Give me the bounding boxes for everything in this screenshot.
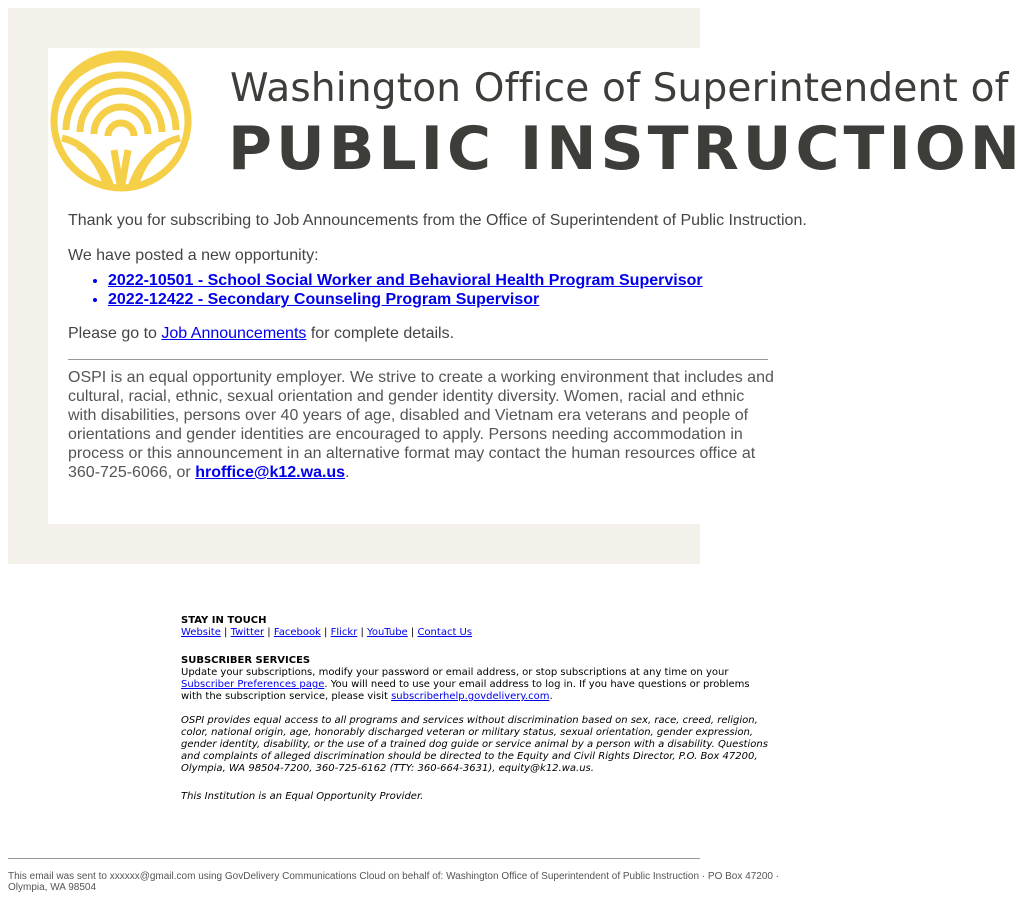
sent-to-line: This email was sent to xxxxxx@gmail.com using GovDelivery Communications Cloud on behalf of: Washington Office of Superintendent of Public Instruction · PO Box 47200 · [8,871,780,882]
eeo-line: process or this announcement in an alternative format may contact the human resources office at [68,445,756,462]
separator: | [264,627,274,638]
list-item [108,290,788,309]
subscriber-text-line [181,679,750,691]
list-item [108,271,788,290]
separator: | [407,627,418,638]
footer [181,614,768,803]
divider [68,359,768,360]
posted-text: We have posted a new opportunity: [68,247,319,264]
separator: | [320,627,331,638]
nondisc-line: color, national origin, age, honorably discharged veteran or military status, sexual orientation, gender expression, [181,727,754,738]
website-link[interactable]: Website [181,627,221,638]
separator: | [357,627,368,638]
facebook-link[interactable]: Facebook [273,627,321,638]
eeo-line: cultural, racial, ethnic, sexual orientation and gender identity diversity. Women, racial and ethnic [68,388,745,405]
nondisc-line: and complaints of alleged discrimination should be directed to the Equity and Civil Rights Director, P.O. Box 47200, [181,751,758,762]
subscriber-text: . You will need to use your email address to log in. If you have questions or problems [324,679,750,690]
subscriber-services-heading: SUBSCRIBER SERVICES [181,655,311,666]
separator: | [220,627,231,638]
contact-us-link[interactable]: Contact Us [417,627,473,638]
nondisc-line: gender identity, disability, or the use of a trained dog guide or service animal by a person with a disability. Questions [181,739,768,750]
social-links [181,627,741,639]
goto-text [68,325,788,347]
flickr-link[interactable]: Flickr [330,627,358,638]
subscriber-text: with the subscription service, please visit [181,691,392,702]
subscriber-preferences-link[interactable]: Subscriber Preferences page [181,679,325,690]
address-line: Olympia, WA 98504 [8,882,97,893]
eeo-last-prefix: 360-725-6066, or [68,464,196,481]
eeo-statement [68,368,788,482]
email-card [48,48,1024,524]
subscriber-text: . [549,691,553,702]
stay-in-touch-heading: STAY IN TOUCH [181,615,267,626]
hroffice-email-link[interactable]: hroffice@k12.wa.us [195,464,346,481]
eeo-line: with disabilities, persons over 40 years of age, disabled and Vietnam era veterans and people of [68,407,749,424]
sent-to-notice [8,871,779,893]
subscriber-text-line: Update your subscriptions, modify your password or email address, or stop subscriptions at any time on your [181,667,729,678]
nondisc-line: OSPI provides equal access to all programs and services without discrimination based on sex, race, creed, religion, [181,715,758,726]
equal-opportunity-text: This Institution is an Equal Opportunity Provider. [181,791,424,802]
job-link-2[interactable]: 2022-12422 - Secondary Counseling Program Supervisor [108,291,540,308]
goto-suffix: for complete details. [306,325,455,342]
goto-prefix: Please go to [68,325,162,342]
job-link-1[interactable]: 2022-10501 - School Social Worker and Behavioral Health Program Supervisor [108,272,703,289]
intro-text: Thank you for subscribing to Job Announcements from the Office of Superintendent of Public Instruction. [68,212,807,229]
eeo-line: OSPI is an equal opportunity employer. We strive to create a working environment that includes and [68,369,774,386]
nondiscrimination-statement [181,715,768,775]
eeo-line: orientations and gender identities are encouraged to apply. Persons needing accommodation in [68,426,743,443]
job-list [68,271,788,309]
brand-title-line1: Washington Office of Superintendent of [230,66,1009,111]
footer-divider [8,858,700,859]
brand-title-line2: PUBLIC INSTRUCTION [228,114,1024,184]
youtube-link[interactable]: YouTube [367,627,408,638]
nondisc-line: Olympia, WA 98504-7200, 360-725-6162 (TTY: 360-664-3631), equity@k12.wa.us. [181,763,594,774]
eeo-line-last [68,463,788,482]
twitter-link[interactable]: Twitter [230,627,265,638]
subscriberhelp-link[interactable]: subscriberhelp.govdelivery.com [391,691,550,702]
email-body [68,212,807,482]
job-announcements-link[interactable]: Job Announcements [161,325,307,342]
ospi-logo-icon [50,50,192,192]
subscriber-text-line [181,691,741,703]
eeo-last-suffix: . [345,464,350,481]
